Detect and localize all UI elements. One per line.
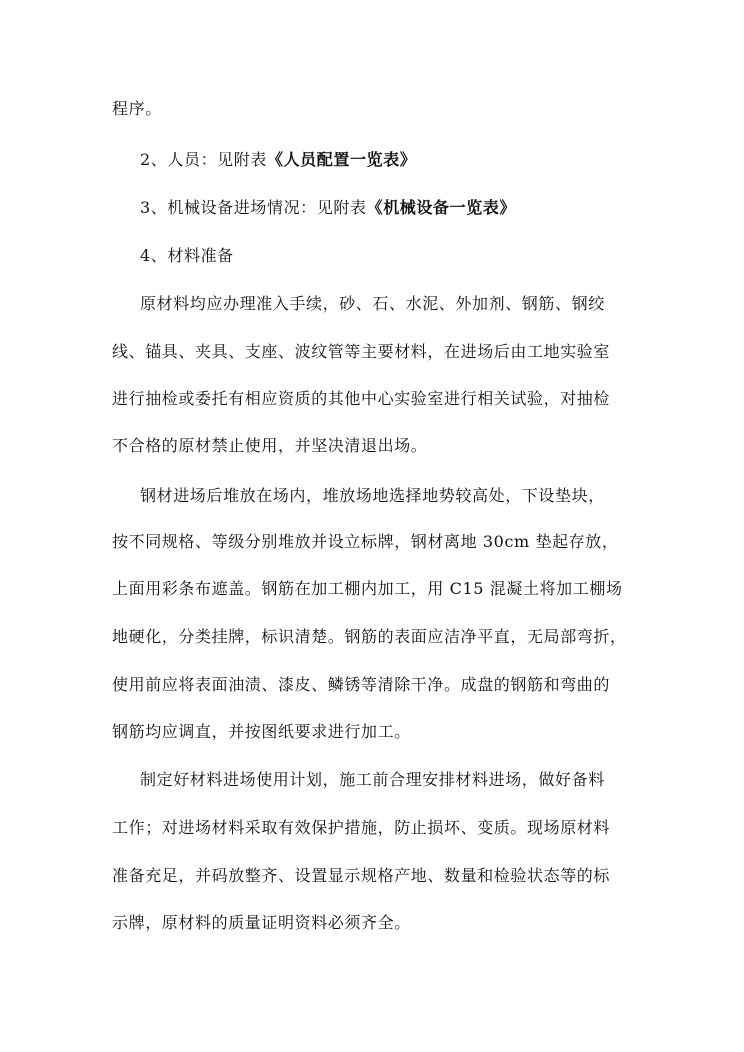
paragraph-2-line-4: 地硬化，分类挂牌，标识清楚。钢筋的表面应洁净平直，无局部弯折， — [112, 627, 627, 646]
item-personnel-prefix: 2、人员：见附表 — [140, 150, 267, 169]
item-personnel — [140, 150, 416, 170]
item-machinery-table-ref: 《机械设备一览表》 — [366, 198, 516, 217]
paragraph-3-line-2: 工作；对进场材料采取有效保护措施，防止损坏、变质。现场原材料 — [112, 818, 611, 837]
paragraph-2-line-1: 钢材进场后堆放在场内，堆放场地选择地势较高处，下设垫块， — [140, 486, 605, 505]
paragraph-3-line-1: 制定好材料进场使用计划，施工前合理安排材料进场，做好备料 — [140, 770, 605, 789]
paragraph-1-line-1: 原材料均应办理准入手续，砂、石、水泥、外加剂、钢筋、钢绞 — [140, 294, 605, 313]
paragraph-3-line-3: 准备充足，并码放整齐、设置显示规格产地、数量和检验状态等的标 — [112, 866, 611, 885]
paragraph-2-line-3: 上面用彩条布遮盖。钢筋在加工棚内加工，用 C15 混凝土将加工棚场 — [112, 579, 623, 598]
item-personnel-table-ref: 《人员配置一览表》 — [266, 150, 417, 169]
paragraph-2-line-6: 钢筋均应调直，并按图纸要求进行加工。 — [112, 722, 411, 741]
intro-tail-line: 程序。 — [112, 99, 162, 118]
item-machinery-prefix: 3、机械设备进场情况：见附表 — [140, 198, 367, 217]
paragraph-1-line-2: 线、锚具、夹具、支座、波纹管等主要材料，在进场后由工地实验室 — [112, 342, 611, 361]
item-materials-heading: 4、材料准备 — [140, 246, 234, 265]
paragraph-2-line-2: 按不同规格、等级分别堆放并设立标牌，钢材离地 30cm 垫起存放， — [112, 532, 619, 551]
paragraph-1-line-3: 进行抽检或委托有相应资质的其他中心实验室进行相关试验，对抽检 — [112, 389, 611, 408]
paragraph-3-line-4: 示牌，原材料的质量证明资料必须齐全。 — [112, 913, 411, 932]
paragraph-2-line-5: 使用前应将表面油渍、漆皮、鳞锈等清除干净。成盘的钢筋和弯曲的 — [112, 675, 611, 694]
paragraph-1-line-4: 不合格的原材禁止使用，并坚决清退出场。 — [112, 436, 428, 455]
item-machinery — [140, 198, 516, 218]
